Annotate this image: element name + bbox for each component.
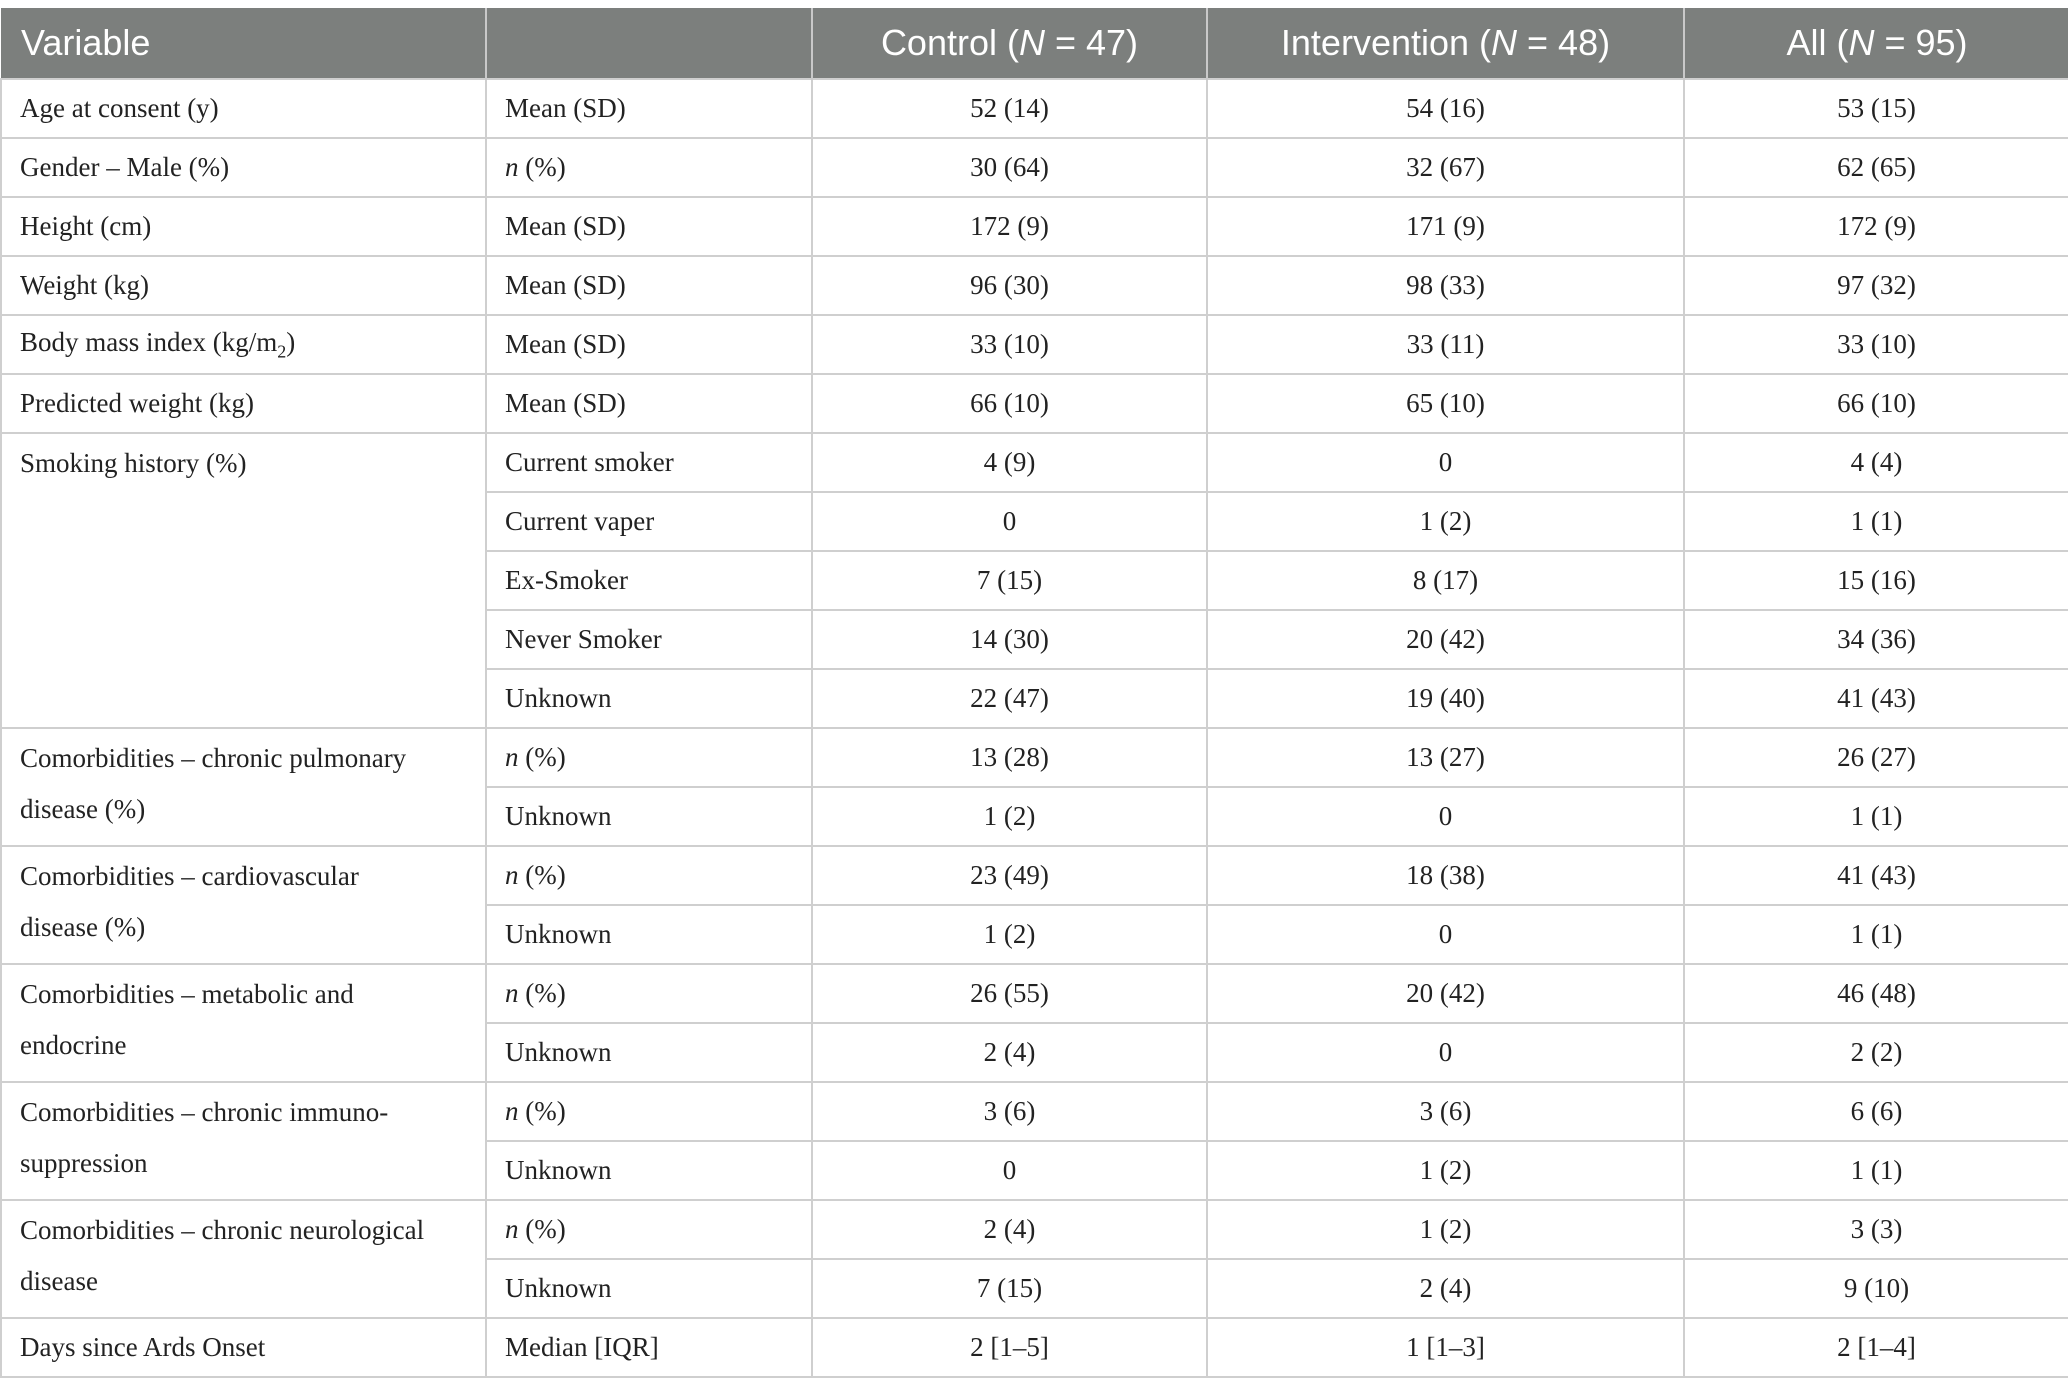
cell-all: 62 (65): [1684, 138, 2068, 197]
row-stat: Mean (SD): [486, 197, 812, 256]
stat-n: n: [505, 978, 519, 1008]
metabolic-label-line1: Comorbidities – metabolic and: [20, 979, 354, 1009]
header-all: [1684, 8, 2068, 79]
table-row: [1, 256, 2068, 315]
cell-intervention: 1 (2): [1207, 492, 1684, 551]
bmi-label-sub: 2: [277, 341, 287, 362]
row-label-smoking: Smoking history (%): [1, 433, 486, 728]
stat-n: n: [505, 152, 519, 182]
table-row: [1, 964, 2068, 1023]
cell-intervention: 20 (42): [1207, 610, 1684, 669]
row-stat: [486, 846, 812, 905]
table-row: [1, 315, 2068, 374]
cell-intervention: 1 (2): [1207, 1141, 1684, 1200]
cell-all: 1 (1): [1684, 787, 2068, 846]
row-stat: [486, 728, 812, 787]
cell-all: 33 (10): [1684, 315, 2068, 374]
cell-intervention: 1 [1–3]: [1207, 1318, 1684, 1377]
row-stat: Never Smoker: [486, 610, 812, 669]
cell-all: 26 (27): [1684, 728, 2068, 787]
metabolic-label-line2: endocrine: [20, 1030, 127, 1060]
row-label-metabolic: [1, 964, 486, 1082]
cell-all: 66 (10): [1684, 374, 2068, 433]
header-row: [1, 8, 2068, 79]
cell-all: 6 (6): [1684, 1082, 2068, 1141]
cell-all: 34 (36): [1684, 610, 2068, 669]
cell-all: 97 (32): [1684, 256, 2068, 315]
cell-intervention: 13 (27): [1207, 728, 1684, 787]
row-stat: Current smoker: [486, 433, 812, 492]
cell-intervention: 0: [1207, 1023, 1684, 1082]
cell-all: 1 (1): [1684, 492, 2068, 551]
bmi-label-suffix: ): [286, 326, 296, 357]
table-row: [1, 1200, 2068, 1259]
table-row: [1, 846, 2068, 905]
table-row: [1, 138, 2068, 197]
cell-intervention: 8 (17): [1207, 551, 1684, 610]
neuro-label-line1: Comorbidities – chronic neurological: [20, 1215, 425, 1245]
row-stat: Unknown: [486, 1023, 812, 1082]
immuno-label-line2: suppression: [20, 1148, 148, 1178]
row-stat: [486, 1082, 812, 1141]
row-stat: Mean (SD): [486, 256, 812, 315]
cell-all: 41 (43): [1684, 669, 2068, 728]
row-label-bmi: [1, 315, 486, 374]
header-control-suffix: = 47): [1044, 22, 1139, 63]
cell-all: 2 [1–4]: [1684, 1318, 2068, 1377]
row-label-weight: Weight (kg): [1, 256, 486, 315]
row-label-pulmonary: [1, 728, 486, 846]
cell-intervention: 3 (6): [1207, 1082, 1684, 1141]
row-stat: Mean (SD): [486, 374, 812, 433]
cell-all: 9 (10): [1684, 1259, 2068, 1318]
cell-control: 1 (2): [812, 905, 1207, 964]
cell-control: 66 (10): [812, 374, 1207, 433]
cell-intervention: 33 (11): [1207, 315, 1684, 374]
row-stat: Current vaper: [486, 492, 812, 551]
cell-control: 3 (6): [812, 1082, 1207, 1141]
stat-n: n: [505, 1214, 519, 1244]
row-stat: Unknown: [486, 905, 812, 964]
cell-control: 2 (4): [812, 1200, 1207, 1259]
cardio-label-line1: Comorbidities – cardiovascular: [20, 861, 359, 891]
row-stat: Unknown: [486, 1259, 812, 1318]
cell-intervention: 1 (2): [1207, 1200, 1684, 1259]
stat-rest: (%): [518, 152, 566, 182]
row-stat: Median [IQR]: [486, 1318, 812, 1377]
cell-control: 22 (47): [812, 669, 1207, 728]
cell-control: 96 (30): [812, 256, 1207, 315]
cell-control: 23 (49): [812, 846, 1207, 905]
cell-all: 3 (3): [1684, 1200, 2068, 1259]
pulmonary-label-line1: Comorbidities – chronic pulmonary: [20, 743, 407, 773]
row-stat: [486, 1200, 812, 1259]
cell-intervention: 32 (67): [1207, 138, 1684, 197]
cell-intervention: 65 (10): [1207, 374, 1684, 433]
header-intervention-prefix: Intervention (: [1280, 22, 1492, 63]
cell-all: 4 (4): [1684, 433, 2068, 492]
row-stat: Unknown: [486, 787, 812, 846]
cell-control: 7 (15): [812, 1259, 1207, 1318]
cell-all: 46 (48): [1684, 964, 2068, 1023]
cell-control: 0: [812, 1141, 1207, 1200]
header-intervention-suffix: = 48): [1517, 22, 1611, 63]
cell-all: 41 (43): [1684, 846, 2068, 905]
row-label-neurological: [1, 1200, 486, 1318]
table-row: [1, 1082, 2068, 1141]
stat-rest: (%): [518, 742, 566, 772]
cell-intervention: 18 (38): [1207, 846, 1684, 905]
row-label-age: Age at consent (y): [1, 79, 486, 138]
row-stat: [486, 138, 812, 197]
cell-control: 2 (4): [812, 1023, 1207, 1082]
bmi-label-prefix: Body mass index (kg/m: [20, 326, 278, 357]
row-label-ards: Days since Ards Onset: [1, 1318, 486, 1377]
cell-control: 172 (9): [812, 197, 1207, 256]
cell-intervention: 19 (40): [1207, 669, 1684, 728]
row-stat: [486, 964, 812, 1023]
pulmonary-label-line2: disease (%): [20, 794, 146, 824]
header-all-n: N: [1848, 22, 1875, 63]
cell-control: 1 (2): [812, 787, 1207, 846]
table-row: [1, 728, 2068, 787]
cell-intervention: 98 (33): [1207, 256, 1684, 315]
row-stat: Unknown: [486, 1141, 812, 1200]
cell-control: 4 (9): [812, 433, 1207, 492]
cell-intervention: 0: [1207, 905, 1684, 964]
cell-control: 2 [1–5]: [812, 1318, 1207, 1377]
cell-intervention: 2 (4): [1207, 1259, 1684, 1318]
baseline-characteristics-table: [0, 8, 2068, 1378]
table-row: [1, 197, 2068, 256]
cell-control: 26 (55): [812, 964, 1207, 1023]
stat-rest: (%): [518, 860, 566, 890]
cell-all: 2 (2): [1684, 1023, 2068, 1082]
cell-all: 1 (1): [1684, 1141, 2068, 1200]
neuro-label-line2: disease: [20, 1266, 98, 1296]
cell-all: 15 (16): [1684, 551, 2068, 610]
cell-control: 7 (15): [812, 551, 1207, 610]
immuno-label-line1: Comorbidities – chronic immuno-: [20, 1097, 389, 1127]
header-variable: Variable: [1, 8, 486, 79]
cell-control: 14 (30): [812, 610, 1207, 669]
row-stat: Mean (SD): [486, 315, 812, 374]
stat-rest: (%): [518, 1096, 566, 1126]
cardio-label-line2: disease (%): [20, 912, 146, 942]
cell-intervention: 20 (42): [1207, 964, 1684, 1023]
row-label-immunosuppression: [1, 1082, 486, 1200]
stat-n: n: [505, 860, 519, 890]
header-blank: [486, 8, 812, 79]
header-control: [812, 8, 1207, 79]
row-label-gender: Gender – Male (%): [1, 138, 486, 197]
stat-rest: (%): [518, 978, 566, 1008]
cell-intervention: 171 (9): [1207, 197, 1684, 256]
cell-all: 1 (1): [1684, 905, 2068, 964]
cell-intervention: 0: [1207, 787, 1684, 846]
header-control-n: N: [1018, 22, 1045, 63]
cell-control: 33 (10): [812, 315, 1207, 374]
table-row: [1, 79, 2068, 138]
row-stat: Mean (SD): [486, 79, 812, 138]
header-control-prefix: Control (: [880, 22, 1019, 63]
header-intervention: [1207, 8, 1684, 79]
cell-control: 0: [812, 492, 1207, 551]
row-stat: Ex-Smoker: [486, 551, 812, 610]
cell-intervention: 0: [1207, 433, 1684, 492]
header-intervention-n: N: [1491, 22, 1518, 63]
cell-intervention: 54 (16): [1207, 79, 1684, 138]
stat-rest: (%): [518, 1214, 566, 1244]
stat-n: n: [505, 742, 519, 772]
stat-n: n: [505, 1096, 519, 1126]
row-label-cardiovascular: [1, 846, 486, 964]
table-row: [1, 1318, 2068, 1377]
row-label-predicted-weight: Predicted weight (kg): [1, 374, 486, 433]
table-row: [1, 433, 2068, 492]
cell-control: 30 (64): [812, 138, 1207, 197]
cell-control: 13 (28): [812, 728, 1207, 787]
row-label-height: Height (cm): [1, 197, 486, 256]
cell-all: 172 (9): [1684, 197, 2068, 256]
table-row: [1, 374, 2068, 433]
header-all-suffix: = 95): [1874, 22, 1968, 63]
cell-all: 53 (15): [1684, 79, 2068, 138]
cell-control: 52 (14): [812, 79, 1207, 138]
header-all-prefix: All (: [1786, 22, 1849, 63]
row-stat: Unknown: [486, 669, 812, 728]
